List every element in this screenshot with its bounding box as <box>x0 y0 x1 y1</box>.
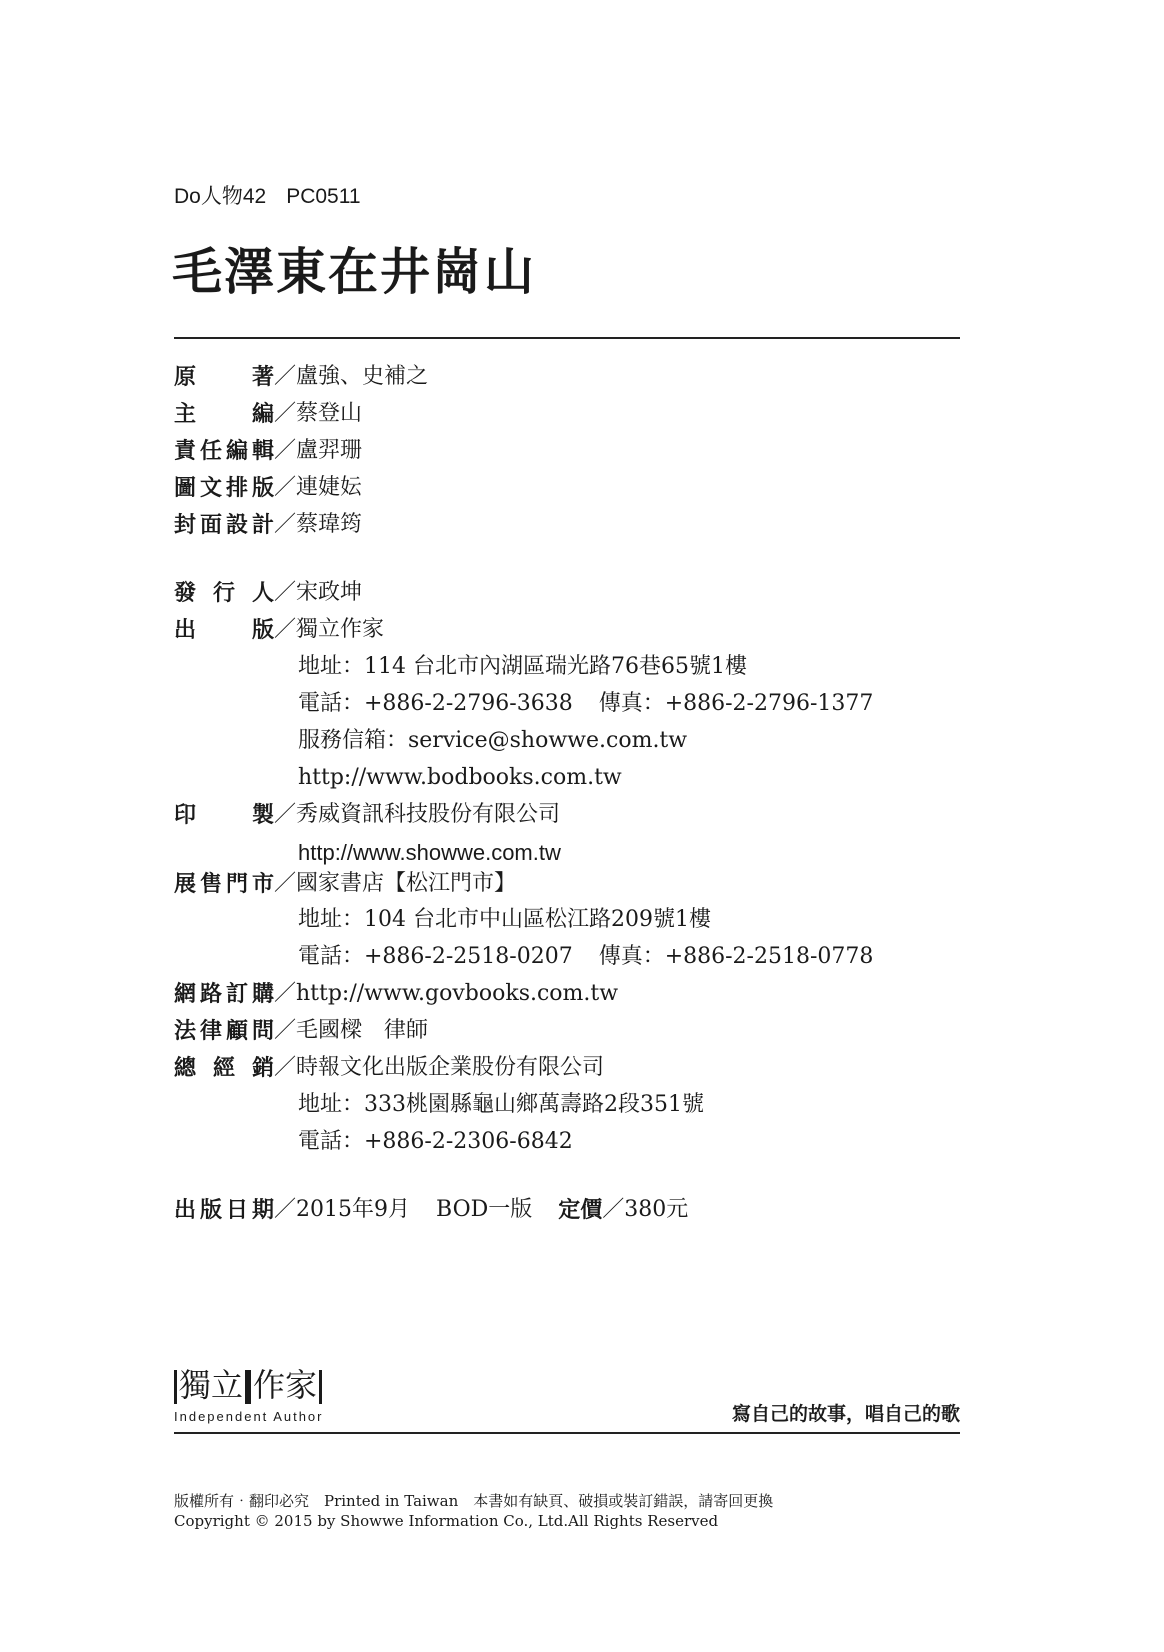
footer-rights: 版權所有‧翻印必究 Printed in Taiwan 本書如有缺頁、破損或裝訂錯誤，請寄回更換 <box>174 1492 774 1510</box>
legal-label: 法律顧問 <box>174 1018 274 1044</box>
distributor-value: 時報文化出版企業股份有限公司 <box>296 1055 605 1080</box>
store-fax: 傳真：+886-2-2518-0778 <box>598 944 874 969</box>
publisher-email: 服務信箱：service@showwe.com.tw <box>298 728 688 753</box>
publisher-fax: 傳真：+886-2-2796-1377 <box>598 691 874 716</box>
series-code: PC0511 <box>286 185 361 208</box>
publisher-label: 出版 <box>174 617 274 643</box>
credit-label: 主編 <box>174 401 274 427</box>
online-order-label: 網路訂購 <box>174 981 274 1007</box>
publisher-contact <box>298 689 873 719</box>
publisher-logo <box>172 1366 324 1404</box>
credit-value: 蔡登山 <box>296 401 363 426</box>
logo-text-part1: 獨立 <box>179 1366 244 1404</box>
printer-url: http://www.showwe.com.tw <box>298 840 561 865</box>
edition-label: BOD一版 <box>436 1197 533 1222</box>
distributor-row: 總經銷／時報文化出版企業股份有限公司 <box>174 1055 605 1081</box>
credit-layout: 圖文排版／連婕妘 <box>174 475 363 501</box>
credit-value: 盧強、史補之 <box>296 364 429 389</box>
credit-value: 蔡瑋筠 <box>296 512 363 537</box>
logo-english: Independent Author <box>174 1409 324 1424</box>
top-divider <box>174 337 960 339</box>
store-contact <box>298 942 873 972</box>
online-order-row: 網路訂購／http://www.govbooks.com.tw <box>174 981 619 1007</box>
edition-row: 出版日期／2015年9月 BOD一版 定價／380元 <box>174 1197 689 1223</box>
legal-row: 法律顧問／毛國樑 律師 <box>174 1018 429 1044</box>
store-phone: 電話：+886-2-2518-0207 <box>298 944 573 969</box>
credit-label: 封面設計 <box>174 512 274 538</box>
credit-label: 責任編輯 <box>174 438 274 464</box>
printer-label: 印製 <box>174 802 274 828</box>
series-info <box>174 180 361 210</box>
price-value: 380元 <box>624 1197 689 1222</box>
credit-value: 盧羿珊 <box>296 438 363 463</box>
printer-row: 印製／秀威資訊科技股份有限公司 <box>174 802 561 828</box>
store-row: 展售門市／國家書店【松江門市】 <box>174 871 517 897</box>
publisher-row: 出版／獨立作家 <box>174 617 385 643</box>
footer-copyright: Copyright © 2015 by Showwe Information Co., Ltd.All Rights Reserved <box>174 1512 719 1530</box>
issuer-label: 發行人 <box>174 580 274 606</box>
store-address: 地址：104 台北市中山區松江路209號1樓 <box>298 907 711 932</box>
store-label: 展售門市 <box>174 871 274 897</box>
credit-chief-editor: 主編／蔡登山 <box>174 401 363 427</box>
publisher-address: 地址：114 台北市內湖區瑞光路76巷65號1樓 <box>298 654 747 679</box>
bottom-divider <box>174 1432 960 1434</box>
store-value: 國家書店【松江門市】 <box>296 871 517 896</box>
price-label: 定價 <box>558 1197 603 1223</box>
issuer-value: 宋政坤 <box>296 580 363 605</box>
slogan: 寫自己的故事，唱自己的歌 <box>731 1403 960 1425</box>
publisher-value: 獨立作家 <box>296 617 385 642</box>
online-order-url: http://www.govbooks.com.tw <box>296 981 619 1006</box>
credit-editor: 責任編輯／盧羿珊 <box>174 438 363 464</box>
publisher-phone: 電話：+886-2-2796-3638 <box>298 691 573 716</box>
issuer-row: 發行人／宋政坤 <box>174 580 363 606</box>
distributor-label: 總經銷 <box>174 1055 274 1081</box>
credit-original-author: 原著／盧強、史補之 <box>174 364 429 390</box>
credit-value: 連婕妘 <box>296 475 363 500</box>
legal-value: 毛國樑 律師 <box>296 1018 429 1043</box>
distributor-address: 地址：333桃園縣龜山鄉萬壽路2段351號 <box>298 1092 704 1117</box>
credit-label: 原著 <box>174 364 274 390</box>
printer-value: 秀威資訊科技股份有限公司 <box>296 802 561 827</box>
publish-date: 2015年9月 <box>296 1197 410 1222</box>
publish-date-label: 出版日期 <box>174 1197 274 1223</box>
logo-text-part2: 作家 <box>253 1366 318 1404</box>
credit-label: 圖文排版 <box>174 475 274 501</box>
credit-cover-design: 封面設計／蔡瑋筠 <box>174 512 363 538</box>
distributor-phone: 電話：+886-2-2306-6842 <box>298 1129 573 1154</box>
series-label: Do人物42 <box>174 185 267 208</box>
book-title: 毛澤東在井崗山 <box>172 242 536 301</box>
publisher-url: http://www.bodbooks.com.tw <box>298 765 622 790</box>
